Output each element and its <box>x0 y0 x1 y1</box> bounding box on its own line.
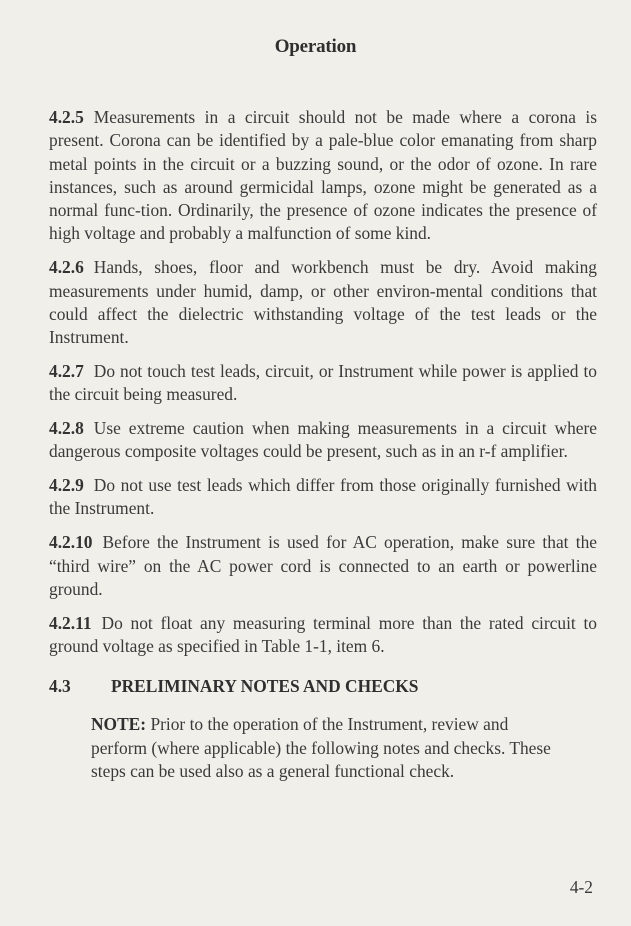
numbered-paragraph <box>49 417 597 464</box>
note-label: NOTE: <box>91 714 147 735</box>
section-title: PRELIMINARY NOTES AND CHECKS <box>111 676 419 697</box>
numbered-paragraph <box>49 474 597 521</box>
paragraph-text: Do not use test leads which differ from those originally furnished with the Instrument. <box>49 475 597 519</box>
numbered-paragraph <box>49 612 597 659</box>
paragraph-text: Do not float any measuring terminal more than the rated circuit to ground voltage as specified in Table 1-1, item 6. <box>49 612 597 656</box>
section-number: 4.3 <box>49 676 71 697</box>
numbered-paragraph <box>49 531 597 601</box>
paragraph-number: 4.2.8 <box>49 418 84 439</box>
paragraph-number: 4.2.11 <box>49 612 92 633</box>
paragraph-number: 4.2.9 <box>49 475 84 496</box>
numbered-paragraph <box>49 256 597 349</box>
paragraph-number: 4.2.10 <box>49 532 93 553</box>
numbered-paragraph <box>49 360 597 407</box>
paragraph-number: 4.2.5 <box>49 107 84 127</box>
paragraph-number: 4.2.7 <box>49 360 84 381</box>
numbered-paragraph <box>49 106 597 246</box>
paragraph-text: Use extreme caution when making measurements in a circuit where dangerous composite voltages could be present, such as in an r-f amplifier. <box>49 418 597 462</box>
page-number: 4-2 <box>569 877 593 897</box>
section-heading <box>49 675 597 697</box>
paragraph-text: Before the Instrument is used for AC operation, make sure that the “third wire” on the AC power cord is connected to an earth or powerline ground. <box>49 532 597 599</box>
note-text: Prior to the operation of the Instrument, review and perform (where applicable) the following notes and checks. These steps can be used also as a general functional check. <box>91 714 551 781</box>
paragraph-list <box>49 106 597 658</box>
page-content <box>49 106 597 783</box>
paragraph-number: 4.2.6 <box>49 257 84 278</box>
paragraph-text: Hands, shoes, floor and workbench must be dry. Avoid making measurements under humid, damp, or other environ-mental conditions that could affect the dielectric withstanding voltage of the test leads or the Instrument. <box>49 257 597 348</box>
running-head: Operation <box>274 36 357 57</box>
paragraph-text: Measurements in a circuit should not be made where a corona is present. Corona can be identified by a pale-blue color emanating from sharp metal points in the circuit or a buzzing sound, or the odor of ozone. In rare instances, such as around germicidal lamps, ozone might be generated as a normal func-tion. Ordinarily, the presence of ozone indicates the presence of high voltage and probably a malfunction of some kind. <box>49 107 597 244</box>
note-block <box>91 713 553 783</box>
paragraph-text: Do not touch test leads, circuit, or Instrument while power is applied to the circuit being measured. <box>49 360 597 405</box>
